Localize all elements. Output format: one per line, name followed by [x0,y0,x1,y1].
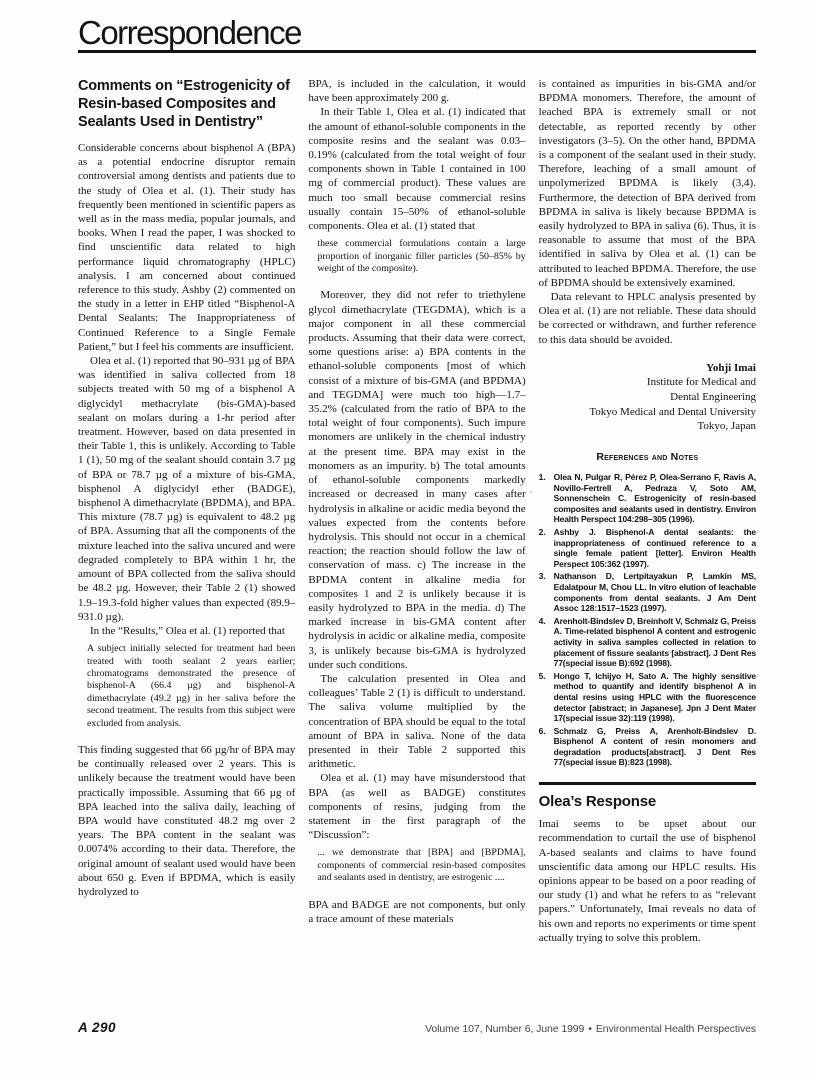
paragraph: This finding suggested that 66 µg/hr of BPA may be continually released over 2 years. This is unlikely because the treatment would have been practically impossible. Assuming that 66 µg of BPA leached into the saliva daily, leaching of BPA would have constituted 48.2 mg over 2 years. The BPA content in the sealant was 0.0074% according to their data. Therefore, the original amount of sealant used would have been about 650 g. Even if BPDMA, which is easily hydrolyzed to [78,743,296,898]
letter-title: Comments on “Estrogenicity of Resin-based Composites and Sealants Used in Dentistry” [78,78,290,130]
section-masthead [78,16,756,53]
response-title: Olea’s Response [538,793,656,811]
references-heading: References and Notes [596,450,699,463]
reference-item [539,527,756,569]
issue-text: Volume 107, Number 6, June 1999 [425,1023,585,1035]
reference-number: 4. [538,615,546,626]
reference-number: 2. [538,527,546,537]
page-title: Correspondence [78,14,301,51]
margin-mark: · [529,487,533,497]
page-number: A 290 [78,1020,117,1035]
affiliation-line: Institute for Medical and [646,376,756,389]
column-2 [308,77,533,1005]
blockquote: A subject initially selected for treatment had been treated with tooth sealant 2 years earlier; chromatograms demonstrated the presence of bisphenol-A (66.4 µg) and bisphenol-A dimethacrylate (49.2 µg) in her saliva before the second treatment. The results from this subject were excluded from analysis. [87,643,296,729]
paragraph: In the “Results,” Olea et al. (1) reported that [90,624,285,637]
paragraph: Considerable concerns about bisphenol A (BPA) as a potential endocrine disruptor remain controversial among dentists and patients due to the study of Olea et al. (1). Their study has frequently been mentioned in scientific papers as well as in the mass media, popular journals, and books. When I read the paper, I was shocked to find unscientific data related to high performance liquid chromatography (HPLC) analysis. I am concerned about continued reference to this study. Ashby (2) commented on the study in a letter in EHP titled “Bisphenol-A Dental Sealants: The Inappropriateness of Continued Reference to a Single Female Patient,” but I feel his comments are insufficient. [78,142,296,353]
reference-text: Nathanson D, Lertpitayakun P, Lamkin MS, Edalatpour M, Chou LL. In vitro elution of leachable components from dental sealants. J Am Dent Assoc 128:1517–1523 (1997). [553,571,756,614]
paragraph: Olea et al. (1) may have misunderstood that BPA (as well as BADGE) constitutes components of resins, judging from the statement in the first paragraph of the “Discussion”: [308,772,526,842]
paragraph: BPA and BADGE are not components, but only a trace amount of these materials [308,898,526,925]
reference-list [539,472,756,768]
blockquote: ... we demonstrate that [BPA] and [BPDMA], components of commercial resin-based composites and sealants used in dentistry, are estrogenic .... [317,847,526,884]
reference-item [539,671,756,724]
affiliation-line: Tokyo, Japan [697,420,756,433]
paragraph: is contained as impurities in bis-GMA and/or BPDMA monomers. Therefore, the amount of leached BPA is extremely small or not detectable, as reported recently by other investigators (3–5). On the other hand, BPDMA is a component of the sealant used in their study. Therefore, leaching of a small amount of unpolymerized BPDMA is likely (3,4). Furthermore, the detection of BPA derived from BPDMA in saliva is likely because BPDMA is easily hydrolyzed to BPA in saliva (6). Thus, it is reasonable to assume that most of the BPA identified in saliva by Olea et al. (1) can be attributed to leached BPDMA. Therefore, the use of BPDMA should be extensively examined. [538,78,756,289]
reference-text: Schmalz G, Preiss A, Arenholt-Bindslev D. Bisphenol A content of resin monomers and degradation products[abstract]. J Dent Res 77(special issue B):823 (1998). [553,725,756,768]
reference-text: Ashby J. Bisphenol-A dental sealants: the inappropriateness of continued reference to a single female patient [letter]. Environ Health Perspect 105:362 (1997). [553,527,756,569]
signature-block [539,361,756,434]
affiliation-line: Tokyo Medical and Dental University [589,405,756,418]
paragraph: Data relevant to HPLC analysis presented by Olea et al. (1) are not reliable. These data should be corrected or withdrawn, and further reference to this data should be avoided. [538,291,756,346]
paragraph: In their Table 1, Olea et al. (1) indicated that the amount of ethanol-soluble components in the composite resins and the sealant was 0.03–0.19% (calculated from the total weight of four components shown in Table 1 contained in 100 mg of commercial product). These values are much too small because commercial resins usually contain 15–50% of ethanol-soluble components. Olea et al. (1) stated that [308,106,526,233]
journal-name: Environmental Health Perspectives [595,1023,756,1035]
section-divider [539,782,756,785]
reference-number: 6. [538,725,546,736]
journal-page [0,16,816,1075]
column-layout [78,77,756,1005]
reference-number: 3. [538,571,546,582]
paragraph: Imai seems to be upset about our recommendation to curtail the use of bisphenol A-based sealants and claims to have found unscientific data among our HPLC results. His opinions appear to be based on a poor reading of our study (1) and what he refers to as “relevant papers.” Unfortunately, Imai reveals no data of his own and reports no experiments or time spent actually trying to solve this problem. [538,818,756,944]
issue-info [425,1023,756,1035]
blockquote: these commercial formulations contain a large proportion of inorganic filler particles (50–85% by weight of the composite). [317,238,526,275]
paragraph: Moreover, they did not refer to triethylene glycol dimethacrylate (TEGDMA), which is a major component in all these commercial products. Assuming that their data were correct, some questions arise: a) BPA contents in the ethanol-soluble components [most of which consist of a mixture of bis-GMA (and BPDMA) and TEGDMA] were much too high—1.7–35.2% (calculated from the ratio of BPA to the total weight of four components). Such impure monomers are unlikely in the chemical industry at the present time. BPA may exist in the monomers as an impurity. b) The total amounts of ethanol-soluble components markedly increased or decreased in many cases after hydrolysis in alkaline or acidic media beyond the values expected from the contents before hydrolysis. This should not occur in a chemical reaction; the reaction should follow the law of conservation of mass. c) The increase in the BPDMA content in alkaline media for composites 1 and 2 is unlikely because it is easily hydrolyzed to BPA in the media. d) The marked increase in bis-GMA content after hydrolysis in acidic or alkaline media, composite 3, is unlikely because bis-GMA is hydrolyzed under such conditions. [308,289,526,671]
reference-item [539,726,756,768]
paragraph: BPA, is included in the calculation, it would have been approximately 200 g. [308,78,526,105]
reference-number: 1. [538,472,546,483]
column-1 [78,77,295,1005]
reference-item [539,616,756,669]
reference-text: Arenholt-Bindslev D, Breinholt V, Schmalz G, Preiss A. Time-related bisphenol A content and estrogenic activity in saliva samples collected in relation to placement of fissure sealants [abstract]. J Dent Res 77(special issue B):692 (1998). [553,615,756,669]
reference-text: Hongo T, Ichijyo H, Sato A. The highly sensitive method to quantify and identify bisphenol A in dental resins using HPLC with the fluorescence detector [abstract; in Japanese]. Jpn J Dent Mater 17(special issue 32):119 (1998). [553,670,756,724]
paragraph: Olea et al. (1) reported that 90–931 µg of BPA was identified in saliva collected from 18 subjects treated with 50 mg of a bisphenol A diglycidyl methacrylate (bis-GMA)-based sealant on molars during a 1-hr period after treatment. However, based on data presented in their Table 1, this is unlikely. According to Table 1 (1), 50 mg of the sealant should contain 3.7 µg of BPA or 78.7 µg of a mixture of bis-GMA, bisphenol A diglycidyl ether (BADGE), bisphenol A dimethacrylate (BPDMA), and BPA. This mixture (78.7 µg) is equivalent to 48.2 µg of BPA. Assuming that all the components of the mixture leached into the saliva uncured and were degraded completely to BPA within 1 hr, the amount of BPA collected from the saliva should be 48.2 µg. However, their Table 2 (1) showed 1.9–19.3-fold higher values than expected (89.9–931.0 µg). [78,355,296,623]
reference-text: Olea N, Pulgar R, Pérez P, Olea-Serrano F, Ravis A, Novillo-Fertrell A, Pedraza V, Soto AM, Sonnenschein C. Estrogenicity of resin-based composites and sealants used in dentistry. Environ Health Perspect 104:298–305 (1996). [553,472,756,525]
affiliation-line: Dental Engineering [670,391,756,404]
reference-item [539,472,756,525]
paragraph: The calculation presented in Olea and colleagues’ Table 2 (1) is difficult to understand. The saliva volume multiplied by the concentration of BPA should be equal to the total amount of BPA in saliva. None of the data presented in their Table 2 supported this arithmetic. [308,672,526,771]
reference-item [539,571,756,613]
page-footer [78,1020,756,1035]
author-name: Yohji Imai [706,361,756,374]
reference-number: 5. [538,670,546,681]
column-3 [539,77,756,1005]
bullet-separator: • [588,1023,592,1035]
